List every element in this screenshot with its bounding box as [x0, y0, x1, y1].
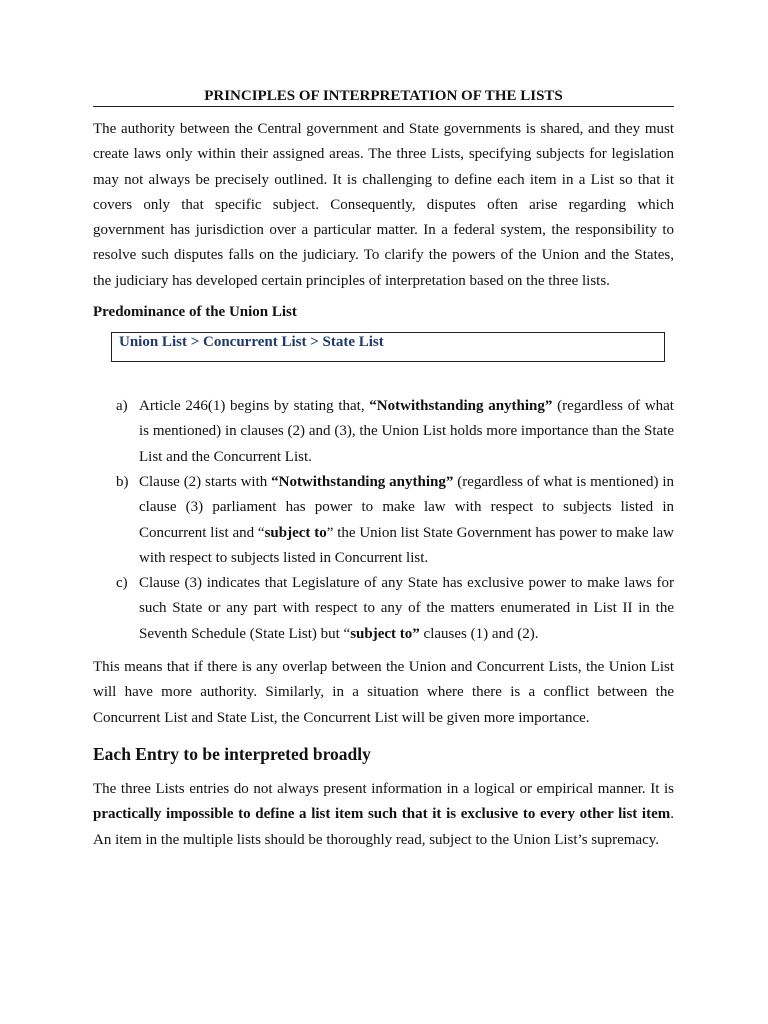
document-content — [93, 86, 674, 853]
list-bold-text: subject to — [264, 524, 327, 541]
list-text: Clause (2) starts with — [139, 473, 272, 490]
list-bold-text: “Notwithstanding anything” — [271, 473, 454, 490]
hierarchy-box: Union List > Concurrent List > State List — [111, 332, 665, 362]
section-heading-broad-interpretation: Each Entry to be interpreted broadly — [93, 743, 371, 764]
list-text: (regardless of what is mentioned) in clause (3) parliament has power to make law with respect to subjects listed in Concurrent list and “ — [139, 473, 674, 541]
conclusion-paragraph: This means that if there is any overlap between the Union and Concurrent Lists, the Union List will have more authority. Similarly, in a situation where there is a conflict between the Concurrent List and State List, the Concurrent List will be given more importance. — [93, 659, 674, 726]
list-text: (regardless of what is mentioned) in clauses (2) and (3), the Union List holds more importance than the State List and the Concurrent List. — [139, 398, 674, 465]
paragraph-text: The three Lists entries do not always present information in a logical or empirical manner. It is — [93, 780, 674, 797]
list-marker: a) — [116, 398, 128, 415]
broad-interpretation-paragraph — [93, 777, 674, 853]
intro-paragraph: The authority between the Central government and State governments is shared, and they must create laws only within their assigned areas. The three Lists, specifying subjects for legislation may not always be precisely outlined. It is challenging to define each item in a List so that it covers only that specific subject. Consequently, disputes often arise regarding which government has jurisdiction over a particular matter. In a federal system, the responsibility to resolve such disputes falls on the judiciary. To clarify the powers of the Union and the States, the judiciary has developed certain principles of interpretation based on the three lists. — [93, 121, 674, 289]
paragraph-text: . An item in the multiple lists should be thoroughly read, subject to the Union List’s supremacy. — [93, 806, 674, 848]
section-heading-predominance: Predominance of the Union List — [93, 304, 297, 321]
page-title: PRINCIPLES OF INTERPRETATION OF THE LISTS — [93, 86, 674, 107]
list-text: Clause (3) indicates that Legislature of any State has exclusive power to make laws for such State or any part with respect to any of the matters enumerated in List II in the Seventh Schedule (State List) but “ — [139, 575, 674, 642]
list-item-b — [93, 470, 674, 571]
list-text: clauses (1) and (2). — [419, 625, 539, 642]
list-text: ” the Union list State Government has power to make law with respect to subjects listed in Concurrent list. — [139, 524, 674, 566]
list-text: Article 246(1) begins by stating that, — [139, 398, 370, 415]
list-bold-text: subject to” — [350, 625, 420, 642]
list-marker: c) — [116, 575, 128, 592]
list-marker: b) — [116, 473, 129, 490]
paragraph-bold-text: practically impossible to define a list item such that it is exclusive to every other list item — [93, 806, 671, 823]
list-bold-text: “Notwithstanding anything” — [369, 398, 553, 415]
list-item-a — [93, 394, 674, 470]
list-item-c — [93, 571, 674, 647]
article-list — [93, 394, 674, 647]
